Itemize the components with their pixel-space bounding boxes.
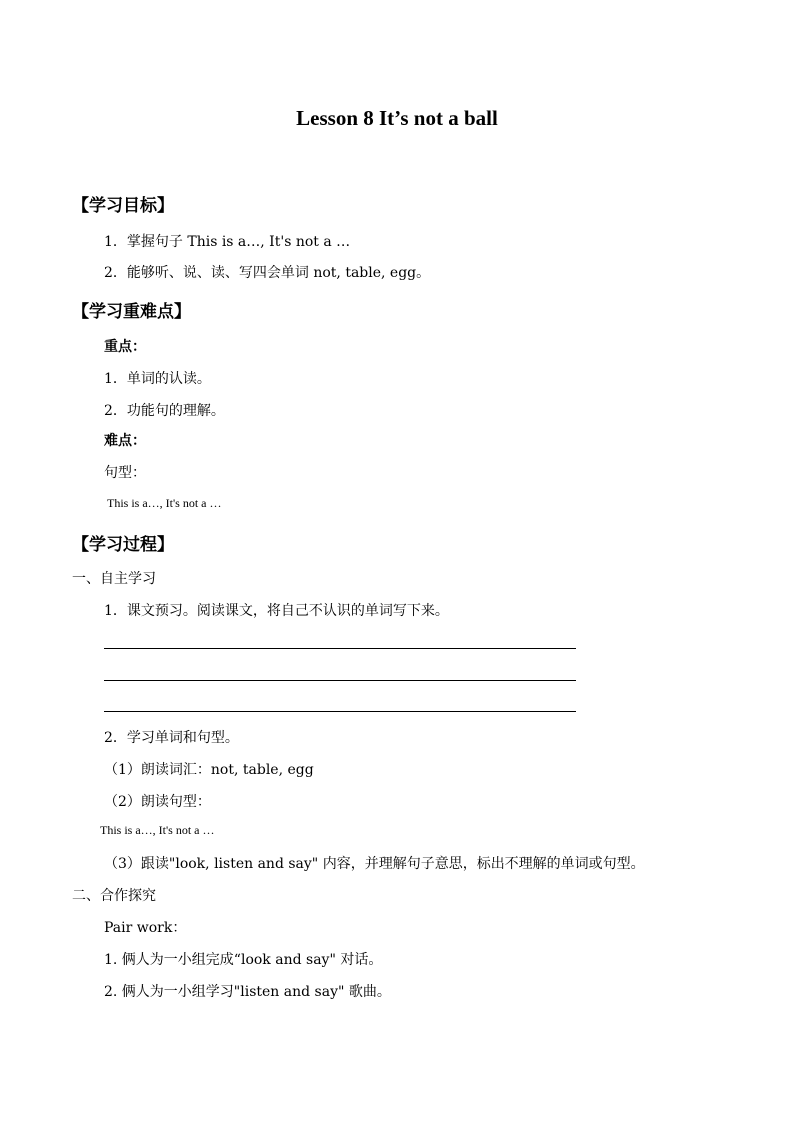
process-heading: 【学习过程】 bbox=[72, 535, 174, 555]
part2-item-1: 1. 俩人为一小组完成“look and say" 对话。 bbox=[104, 952, 383, 968]
part2-title: 二、合作探究 bbox=[72, 888, 156, 904]
part1-sub1: （1）朗读词汇：not, table, egg bbox=[104, 762, 314, 778]
goal-item-2: 2．能够听、说、读、写四会单词 not, table, egg。 bbox=[104, 265, 431, 281]
key-label: 重点： bbox=[104, 339, 146, 355]
answer-line-3 bbox=[104, 711, 576, 712]
part2-label: Pair work： bbox=[104, 920, 187, 936]
difficulty-label: 难点： bbox=[104, 433, 146, 449]
part1-step1: 1．课文预习。阅读课文，将自己不认识的单词写下来。 bbox=[104, 603, 449, 619]
pattern-text: This is a…, It's not a … bbox=[107, 496, 222, 510]
part1-title: 一、自主学习 bbox=[72, 571, 156, 587]
key-item-1: 1．单词的认读。 bbox=[104, 371, 211, 387]
keypoints-heading: 【学习重难点】 bbox=[72, 302, 191, 322]
goals-heading: 【学习目标】 bbox=[72, 196, 174, 216]
answer-line-1 bbox=[104, 648, 576, 649]
part2-item-2: 2. 俩人为一小组学习"listen and say" 歌曲。 bbox=[104, 984, 391, 1000]
part1-sub2: （2）朗读句型： bbox=[104, 794, 211, 810]
goal-item-1: 1．掌握句子 This is a…, It's not a … bbox=[104, 234, 351, 250]
pattern-label: 句型： bbox=[104, 465, 146, 481]
part1-step2: 2．学习单词和句型。 bbox=[104, 730, 239, 746]
part1-sub2-text: This is a…, It's not a … bbox=[100, 823, 215, 837]
key-item-2: 2．功能句的理解。 bbox=[104, 403, 225, 419]
page-title: Lesson 8 It’s not a ball bbox=[296, 106, 498, 130]
part1-sub3: （3）跟读"look, listen and say" 内容，并理解句子意思，标出不理解的单词或句型。 bbox=[104, 856, 645, 872]
answer-line-2 bbox=[104, 680, 576, 681]
